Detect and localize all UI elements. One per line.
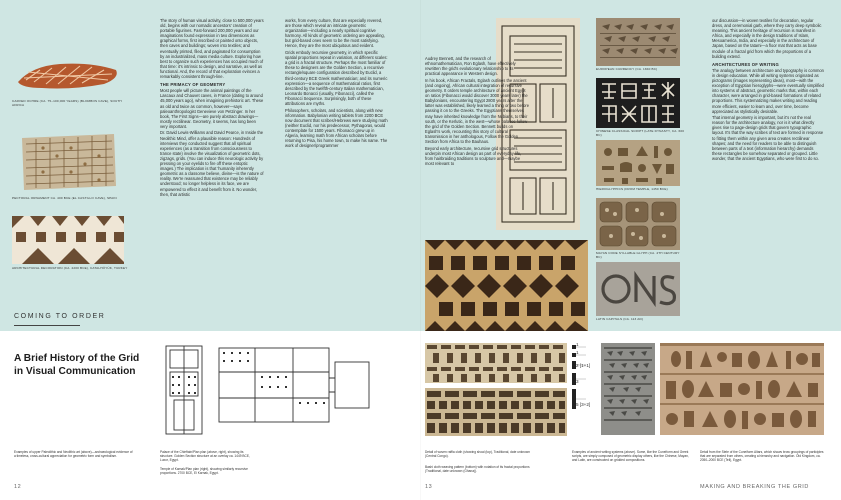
temple-plan-drawing	[160, 342, 208, 438]
title-line-1: A Brief History of the Grid	[14, 353, 140, 364]
grid-label-1: 1	[576, 342, 579, 347]
title-line-2: in Visual Communication	[14, 366, 136, 377]
caption-hieroglyph: HIEROGLYPHICS (FROM TEMPLE, 1450 BCE)	[596, 187, 668, 191]
caption-palace-plan: Palace of the Chieftain/Plan plan (above, right), showing its structure. Golden Section structure at an overlay ca. 1449 BCE, Luxor, Egypt.	[160, 450, 250, 462]
section-rule	[14, 325, 80, 326]
paragraph: works, from every culture, that are especially revered, are those which reveal an intricate geometric organization—including a nearly spiritual cognitive harmony. All kinds of geometric ordering are appealing, but grid-based ones seem to be the most satisfying. Hence, they are the most ubiquitous and evident.	[285, 18, 385, 49]
page-gutter	[420, 0, 421, 500]
text-column-3	[425, 56, 529, 234]
text-column-1	[160, 18, 264, 316]
raffia-cloth-photo	[425, 343, 567, 383]
paragraph: our discussion—in woven textiles for decoration, regular dress, and ceremonial garb, where they carry deep symbolic meaning. This ancient heritage of recursion is manifest in Africa, and especially in the design traditions of Islam, Mesoamerica, India, and especially in the architecture of Japan, based on the tatami—a floor mat that acts as base module of a fractal grid from which the proportions of a building extend.	[712, 18, 822, 59]
paragraph: Dr. David Lewis-Williams and David Pearce, in Inside the Neolithic Mind, offer a plausible reason: Hundreds of interviews they conducted suggest that all spiritual experiences (as a transition from consciousness to trance state) involve the visualization of geometric dots, zigzags, grids. (You can induce this neurologic activity by pressing on your eyelids to fire off these entoptic images.) The implication is that 'humanity inherently geometric as a classome believe, divine—is the nature of reality. We're reassured that existence may be reliably understood; no longer helpless in its face, we are empowered to effect it and benefit from it. No wonder, then, that artistic	[160, 130, 264, 197]
grid-label-4: 3	[576, 379, 579, 384]
paragraph: Beyond early architecture, recursive grid structures underpin most African design as part of everyday life, from hairbraiding traditions to sculpture and—maybe most relevant to	[425, 145, 522, 166]
caption-mayan: MAYAN CODE SYLLABLE GLYPH (CA. 4TH CENTURY BC)	[596, 251, 680, 259]
folio-left: 12	[14, 484, 22, 490]
text-column-2	[285, 18, 389, 252]
paragraph: Audrey Bennett, and the research of ethnomathematician, Ron Eglash, have effectively rewritten the grid's evolutionary relationship to its practical appearance in Western design.	[425, 56, 516, 77]
carved-ochre-photo	[12, 52, 124, 96]
cuneiform-wall-relief	[601, 343, 655, 435]
section-label: COMING TO ORDER	[14, 313, 106, 320]
caption-carved-ochre: CARVED OCHRE (CA. 75–100,000 YEARS) (BLOMBOS CAVE), SOUTH AFRICA	[12, 99, 122, 107]
caption-pectoral: PECTORAL ORNAMENT CA. 400 BCE (EL CASTILLO CAVE), SPAIN	[12, 196, 117, 200]
caption-writing-systems: Examples of ancient writing systems (above). Some, like the Cuneiform and Greek scripts, are simply composed of geometric display others, like the Chinese, Mayan, and Latin, are constructed on gridded compositions.	[572, 450, 689, 462]
paragraph: Most people will picture the animal paintings of the Lascaux and Chauvet caves, in France (dating to around 45,000 years ago), when imagining prehistoric art. These as old and twice as common, however—says paleoanthropologist Genevieve von Petzinger. In her book, The First Signs—are purely abstract drawings—mostly rectilinear. Geometry, it seems, has long been very important.	[160, 88, 264, 129]
caption-europe-site: EUROPEAN CURRENCY (CA. 1840 BC)	[596, 67, 658, 71]
caption-bashi: Bashi cloth weaving pattern (bottom) with notation of its fractal proportions (Traditional, date unknown (Ghana)).	[425, 465, 530, 473]
bashi-cloth-photo	[425, 388, 567, 436]
caption-chinese-script: CHINESE CLASSICAL SCRIPT (LATE DYNASTY, CA. 600 BC)	[596, 129, 685, 137]
paragraph: In his book, African Fractals, Eglash outlines the ancient (and ongoing), African cultural integration of recursive geometry. It orders temple architecture of ancient Egypt on ratios (Fibonacci would discover 3000 years later) the Babylonians, encountering Egypt 2800 years after the latter was established, likely learned a thing or two before passing it on to the Greeks. The Egyptians themselves may have inherited knowledge from the Nubians, to their south, or the Kerlutic, in the west—whose palaces follow the grid of the Golden Section. Bennett builds on Eglash's work, recounting this story of cultural transmission in her anthologous, Follow the Golden Section from Africa to the Bauhaus.	[425, 77, 529, 144]
caption-architectural: ARCHITECTURAL DECORATION (CA. 2200 BCE), CATALHÖYÜK, TURKEY	[12, 266, 128, 270]
kente-textile-photo	[425, 240, 588, 331]
paragraph: The analogy between architecture and typography is common in design education. While all writing systems originated as pictograms (images representing ideas), most—with the exception of Egyptian hieroglyphs—were eventually simplified into systems of abstract, geometric marks that, within each character, were arranged in grid-based formations of related proportions. This systematizing makes writing and reading more efficient, easier to learn and, over time, become appreciated as stylistically desirable.	[712, 67, 824, 114]
section-heading: ARCHITECTURES OF WRITING	[712, 61, 779, 67]
paragraph: Grids embody recursive geometry, in which specific spatial proportions repeat in variation, at different scales: a grid is a fractal structure. Perhaps the most familiar of these to designers are the Golden Section, a recursive rectangle/square configuration described by Euclid, a third-century BCE Greek mathematician; and its numeric expression—a sequence of mathematical ratios, first described by the twelfth-century Italian mathematician, Leonardo Bonacci (usually, Fibonacci), called the Fibonacci Sequence. Surprisingly, both of these attributions are myths.	[285, 50, 388, 106]
chinese-script-photo	[596, 78, 680, 128]
architectural-decoration-photo	[12, 216, 124, 264]
caption-stele: Detail from the Stele of the Cuneiform Altars, which shows brow groupings of participles that are separated from others, creating a hierarchy and navigation. Old Kingdom, ca. 2050–2000 BCE (Tell), Egypt.	[700, 450, 824, 462]
grid-label-5: 5 [3+2]	[576, 402, 591, 407]
paragraph: Philosophers, scholars, and scientists, along with new information. Babylonian writing tablets from 2200 BCE now document that scribes/Hebrews were studying math (neither Euclid, nor his predecessor, Pythagoras, would contemplate for 1500 years. Fibonacci grew up in Algeria, learning math from African scholars before returning to Pisa, his home town, to make his name. The work of designer/programmer	[285, 107, 388, 149]
mayan-glyph-photo	[596, 198, 680, 250]
text-column-4	[712, 18, 824, 332]
running-foot: MAKING AND BREAKING THE GRID	[700, 484, 809, 490]
caption-paleolithic: Examples of upper Paleolithic and Neolithic art (above)—archaeological evidence of a timeless, cross-cultural appreciation for geometric form and symbolism.	[14, 450, 133, 458]
grid-label-2: 1	[576, 350, 579, 355]
grid-label-3: 2 [1+1]	[576, 363, 591, 368]
cuneiform-tablet-photo	[596, 18, 680, 66]
latin-capitals-photo	[596, 262, 680, 316]
egyptian-stele-photo	[660, 343, 824, 435]
paragraph: That internal geometry is important, but it's not the real reason for the architecture analogy, nor is it what directly gives rise to page-design grids that govern typographic layout. It's that the way scribes of text are formed in response to fitting them within any given area creates rectilinear shapes; and the need for readers to be able to distinguish between parts of a text (information hierarchy) demands these rectangles be somehow separated or grouped. Little wonder, that the ancient Egyptians, who were first to do so.	[712, 115, 824, 161]
folio-right: 13	[425, 484, 433, 490]
karnak-plan-drawing	[215, 342, 415, 430]
hieroglyph-photo	[596, 140, 680, 186]
caption-raffia: Detail of woven raffia cloth (showing shoal (top), Traditional, date unknown (Central Congo).	[425, 450, 531, 458]
caption-latin: LATIN CAPITALS (CA. 113 AD)	[596, 317, 644, 321]
page-title	[14, 352, 139, 378]
paragraph: The story of human visual activity, close to 500,000 years old, begins with our nomadic ancestors' creation of portable figurines. Fast-forward 200,000 years and our imaginations found expression in two dimensions as graphical forms, first inscribed or painted onto objects, then caves and buildings; woven into textiles; and eventually printed, filed, and paginated for consumption by an industrialized, mass media culture. Exploring how best to organize such experiences has occupied much of that time: it's intrinsic to design, and narrative, as well as functional. And, the record of that exploration evinces a remarkably consistent through-line.	[160, 18, 264, 80]
pectoral-photo	[12, 130, 124, 194]
caption-karnak-plan: Temple of Karnak/Plan plan (right), showing similarly recursive proportions. 2700 BCE, El Karnak, Egypt.	[160, 467, 248, 475]
section-heading: THE PRIMACY OF GEOMETRY	[160, 82, 226, 88]
